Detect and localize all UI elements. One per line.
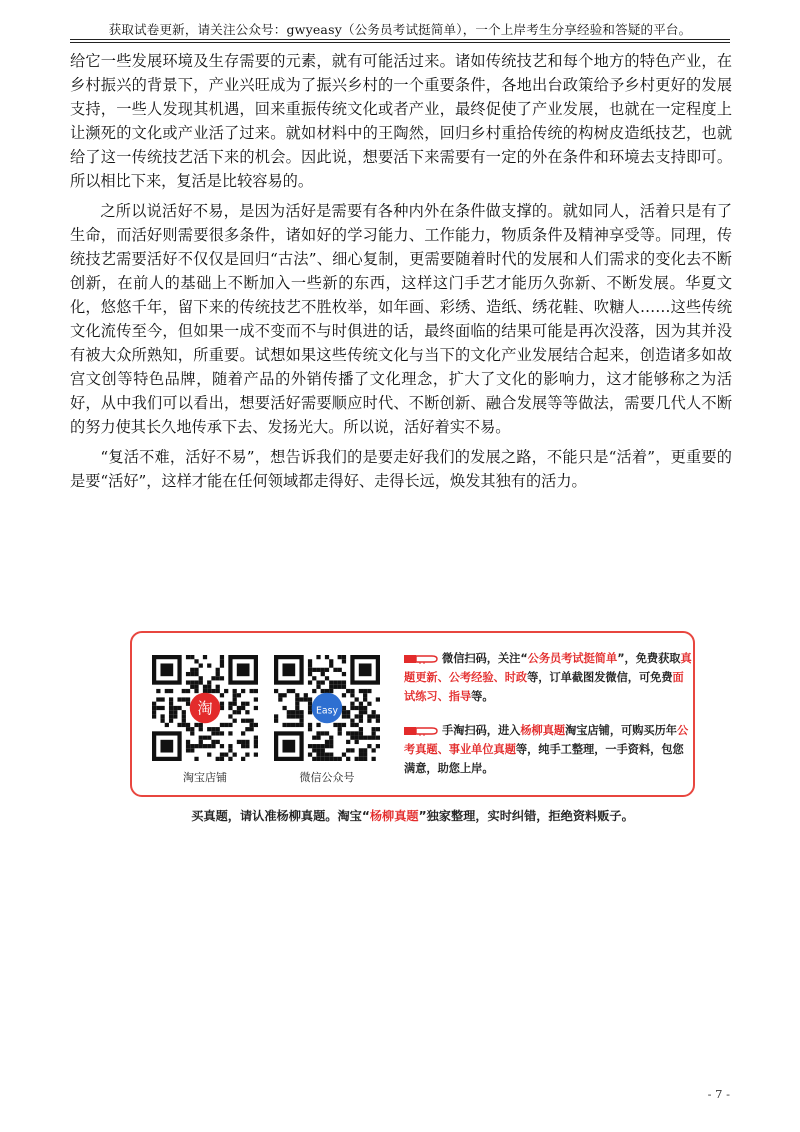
page-number: - 7 - <box>707 1087 730 1101</box>
wechat-highlight-2: 面试练习、指导 <box>404 671 684 703</box>
taobao-highlight: 公考真题、事业单位真题 <box>404 724 689 756</box>
taobao-info <box>404 721 694 778</box>
qr-center-label: 淘 <box>197 699 213 718</box>
taobao-info-text-1: 手淘扫码，进入 <box>442 724 521 737</box>
paragraph-3: “复活不难，活好不易”，想告诉我们的是要走好我们的发展之路，不能只是“活着”，更重要的是要“活好”，这样才能在任何领域都走得好、走得长远，焕发其独有的活力。 <box>70 447 732 490</box>
wechat-highlight-1: 真题更新、公考经验、时政 <box>404 652 692 684</box>
paragraph-1: 给它一些发展环境及生存需要的元素，就有可能活过来。诸如传统技艺和每个地方的特色产业，在乡村振兴的背景下，产业兴旺成为了振兴乡村的一个重要条件，各地出台政策给予乡村更好的发展支持，一些人发现其机遇，回来重振传统文化或者产业，最终促使了产业发展，也就在一定程度上让濒死的文化或产业活了过来。就如材料中的王陶然，回归乡村重拾传统的构树皮造纸技艺，也就给了这一传统技艺活下来的机会。因此说，想要活下来需要有一定的外在条件和环境去支持即可。所以相比下来，复活是比较容易的。 <box>70 52 732 191</box>
wechat-account-name: 公务员考试挺简单 <box>527 652 618 665</box>
wechat-info-text-4: 等。 <box>471 690 494 703</box>
header-rule <box>70 39 730 40</box>
taobao-shop-name: 杨柳真题 <box>520 724 566 737</box>
wechat-qr-code-icon[interactable] <box>274 655 380 761</box>
header-rule-secondary <box>70 42 730 43</box>
footer-text-2: ”独家整理，实时纠错，拒绝资料贩子。 <box>418 809 634 823</box>
page-header: 获取试卷更新，请关注公众号：gwyeasy（公务员考试挺简单），一个上岸考生分享经验和答疑的平台。 <box>108 22 692 37</box>
wechat-info-text-3: 等，订单截图发微信，可免费 <box>527 671 673 684</box>
promo-box <box>130 631 695 797</box>
wechat-qr-label: 微信公众号 <box>299 771 355 784</box>
wechat-info <box>404 649 694 706</box>
footer-text-1: 买真题，请认准杨柳真题。淘宝“ <box>191 809 370 823</box>
footer-note <box>130 807 695 824</box>
hand-pointer-icon <box>404 653 438 665</box>
article-body <box>70 49 732 498</box>
wechat-info-text-1: 微信扫码，关注“ <box>442 652 528 665</box>
footer-shop-name: 杨柳真题 <box>369 809 419 823</box>
taobao-info-text-2: 淘宝店铺，可购买历年 <box>565 724 677 737</box>
paragraph-2: 之所以说活好不易，是因为活好是需要有各种内外在条件做支撑的。就如同人，活着只是有了生命，而活好则需要很多条件，诸如好的学习能力、工作能力，物质条件及精神享受等。同理，传统技艺需要活好不仅仅是回归“古法”、细心复制，更需要随着时代的发展和人们需求的变化去不断创新，在前人的基础上不断加入一些新的东西，这样这门手艺才能历久弥新、不断发展。华夏文化，悠悠千年，留下来的传统技艺不胜枚举，如年画、彩绣、造纸、绣花鞋、吹糖人……这些传统文化流传至今，但如果一成不变而不与时俱进的话，最终面临的结果可能是再次没落，因为其并没有被大众所熟知，所重要。试想如果这些传统文化与当下的文化产业发展结合起来，创造诸多如故宫文创等特色品牌，随着产品的外销传播了文化理念，扩大了文化的影响力，这才能够称之为活好，从中我们可以看出，想要活好需要顺应时代、不断创新、融合发展等等做法，需要几代人不断的努力使其长久地传承下去、发扬光大。所以说，活好着实不易。 <box>70 201 732 437</box>
taobao-info-text-3: 等，纯手工整理，一手资料，包您满意，助您上岸。 <box>404 743 684 775</box>
hand-pointer-icon <box>404 725 438 737</box>
qr-center-label: Easy <box>316 705 338 717</box>
wechat-info-text-2: ”，免费获取 <box>617 652 681 665</box>
taobao-qr-code-icon[interactable] <box>152 655 258 761</box>
taobao-qr-label: 淘宝店铺 <box>183 771 227 784</box>
